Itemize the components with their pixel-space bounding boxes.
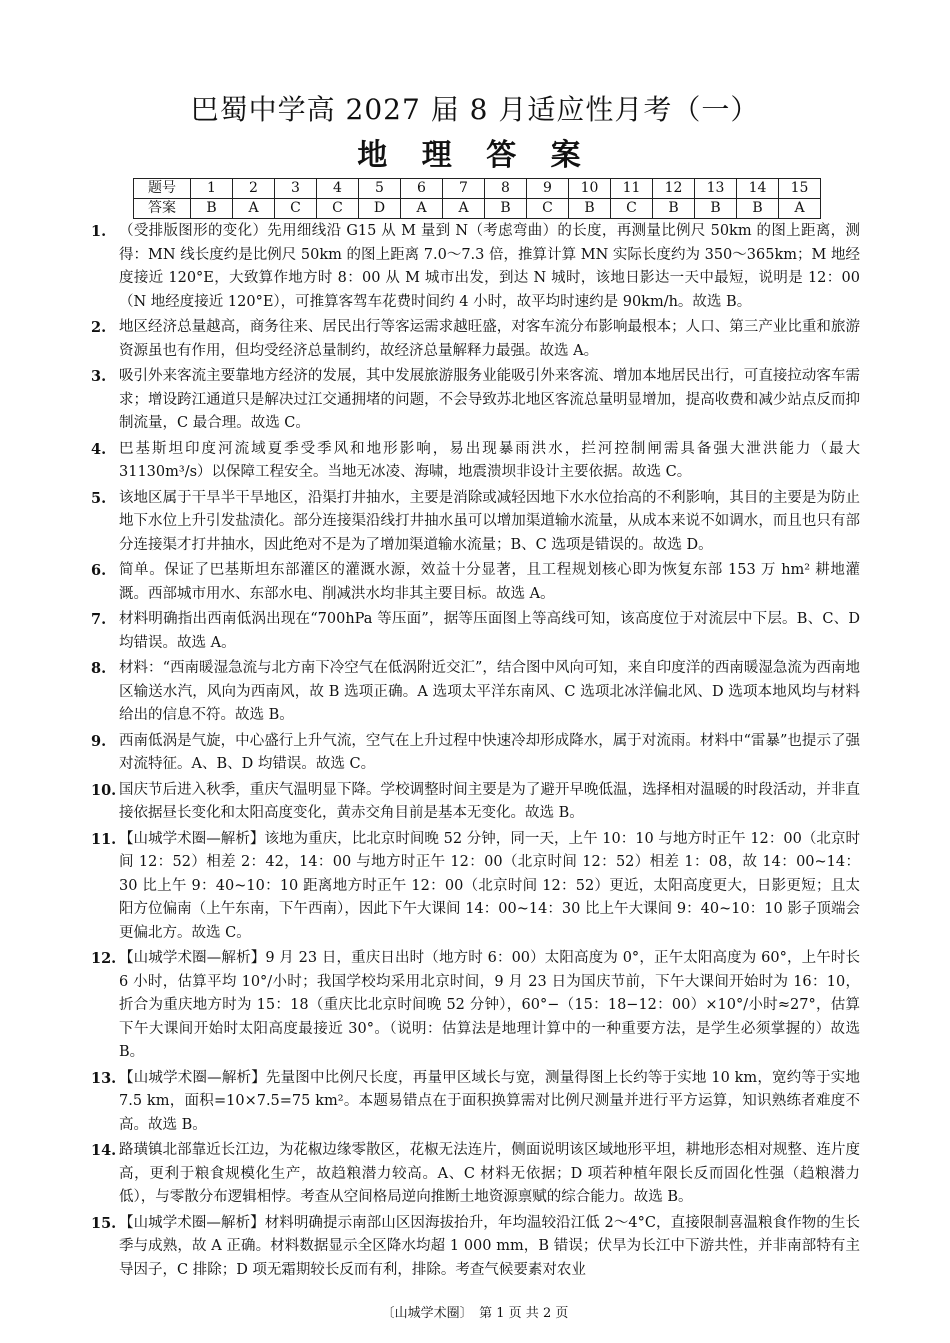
page-footer: 〔山城学术圈〕 第 1 页 共 2 页 xyxy=(381,1306,569,1321)
answer-cell: C xyxy=(317,199,359,219)
explanation-item xyxy=(91,947,860,1065)
item-text: （受排版图形的变化）先用细线沿 G15 从 M 量到 N（考虑弯曲）的长度，再测量比例尺 50km 的图上距离，测得：MN 线长度约是比例尺 50km 的图上距离 7.0～7.3 倍，推算计算 MN 实际长度约为 350～365km；M 地经度接近 120°E，大致算作地方时 8：00 从 M 城市出发，到达 N 城时，该地日影达一天中最短，说明是 12：00（N 地经度接近 120°E），可推算客驾车花费时间约 4 小时，故平均时速约是 90km/h。故选 B。 xyxy=(119,223,860,310)
item-text: 材料明确指出西南低涡出现在“700hPa 等压面”，据等压面图上等高线可知，该高度位于对流层中下层。B、C、D 均错误。故选 A。 xyxy=(119,611,860,651)
answer-row xyxy=(134,199,821,219)
item-number: 5. xyxy=(91,489,107,507)
answer-cell: B xyxy=(569,199,611,219)
item-text: 材料：“西南暖湿急流与北方南下冷空气在低涡附近交汇”，结合图中风向可知，来自印度洋的西南暖湿急流为西南地区输送水汽，风向为西南风，故 B 选项正确。A 选项太平洋东南风、C 选项北冰洋偏北风、D 选项本地风均与材料给出的信息不符。故选 B。 xyxy=(119,660,860,723)
question-number-cell: 10 xyxy=(569,179,611,199)
explanation-item xyxy=(91,730,860,777)
item-number: 14. xyxy=(91,1142,117,1159)
item-text: 地区经济总量越高，商务往来、居民出行等客运需求越旺盛，对客车流分布影响最根本；人口、第三产业比重和旅游资源虽也有作用，但均受经济总量制约，故经济总量解释力最强。故选 A。 xyxy=(119,319,860,359)
answer-cell: B xyxy=(737,199,779,219)
explanation-item xyxy=(91,828,860,946)
item-text: 吸引外来客流主要靠地方经济的发展，其中发展旅游服务业能吸引外来客流、增加本地居民出行，可直接拉动客车需求；增设跨江通道只是解决过江交通拥堵的问题，不会导致苏北地区客流总量明显增加，提高收费和减少站点反而抑制流量，C 最合理。故选 C。 xyxy=(119,368,860,431)
item-number: 9. xyxy=(91,732,107,750)
question-number-cell: 3 xyxy=(275,179,317,199)
answer-cell: D xyxy=(359,199,401,219)
answer-cell: A xyxy=(443,199,485,219)
answer-cell: C xyxy=(527,199,569,219)
row-label-answer: 答案 xyxy=(134,199,191,219)
explanation-item xyxy=(91,657,860,728)
answer-table xyxy=(133,178,821,219)
answer-cell: C xyxy=(275,199,317,219)
question-number-cell: 2 xyxy=(233,179,275,199)
item-number: 3. xyxy=(91,368,107,385)
item-text: 西南低涡是气旋，中心盛行上升气流，空气在上升过程中快速冷却形成降水，属于对流雨。材料中“雷暴”也提示了强对流特征。A、B、D 均错误。故选 C。 xyxy=(119,732,860,772)
explanation-list xyxy=(91,220,860,1284)
item-text: 【山城学术圈—解析】9 月 23 日，重庆日出时（地方时 6：00）太阳高度为 0°，正午太阳高度为 60°，上午时长 6 小时，估算平均 10°/小时；我国学校均采用北京时间，9 月 23 日为国庆节前，下午大课间开始时为 16：10，折合为重庆地方时为 15：18（重庆比北京时间晚 52 分钟），60°−（15：18−12：00）×10°/小时≈27°，估算下午大课间开始时太阳高度最接近 30°。（说明：估算法是地理计算中的一种重要方法，是学生必须掌握的）故选 B。 xyxy=(119,950,860,1060)
answer-cell: B xyxy=(485,199,527,219)
item-number: 10. xyxy=(91,781,117,799)
item-number: 1. xyxy=(91,223,107,240)
question-number-cell: 13 xyxy=(695,179,737,199)
item-text: 【山城学术圈—解析】先量图中比例尺长度，再量甲区域长与宽，测量得图上长约等于实地 10 km，宽约等于实地 7.5 km，面积=10×7.5=75 km²。本题易错点在于面积换算需对比例尺测量并进行平方运算，知识熟练者难度不高。故选 B。 xyxy=(119,1069,860,1133)
question-number-cell: 6 xyxy=(401,179,443,199)
item-number: 7. xyxy=(91,611,107,628)
answer-cell: C xyxy=(611,199,653,219)
answer-cell: B xyxy=(191,199,233,219)
question-number-cell: 5 xyxy=(359,179,401,199)
item-text: 该地区属于干旱半干旱地区，沿渠打井抽水，主要是消除或减轻因地下水水位抬高的不利影响，其目的主要是为防止地下水位上升引发盐渍化。部分连接渠沿线打井抽水虽可以增加渠道输水流量，从成本来说不如调水，而且也只有部分连接渠才打井抽水，因此绝对不是为了增加渠道输水流量；B、C 选项是错误的。故选 D。 xyxy=(119,489,860,553)
item-number: 12. xyxy=(91,950,117,967)
answer-cell: A xyxy=(779,199,821,219)
item-text: 路璜镇北部靠近长江边，为花椒边缘零散区，花椒无法连片，侧面说明该区域地形平坦，耕地形态相对规整、连片度高，更利于粮食规模化生产，故趋粮潜力较高。A、C 材料无依据；D 项若种植年限长反而固化性强（趋粮潜力低），与零散分布逻辑相悖。考查从空间格局逆向推断土地资源禀赋的综合能力。故选 B。 xyxy=(119,1142,860,1205)
question-number-row xyxy=(134,179,821,199)
explanation-item xyxy=(91,779,860,826)
page-title: 巴蜀中学高 2027 届 8 月适应性月考（一） xyxy=(190,93,760,126)
item-number: 13. xyxy=(91,1069,117,1087)
explanation-item xyxy=(91,487,860,558)
explanation-item xyxy=(91,608,860,655)
question-number-cell: 4 xyxy=(317,179,359,199)
explanation-item xyxy=(91,316,860,363)
row-label-question: 题号 xyxy=(134,179,191,199)
explanation-item xyxy=(91,1139,860,1210)
question-number-cell: 8 xyxy=(485,179,527,199)
item-number: 4. xyxy=(91,440,107,458)
question-number-cell: 11 xyxy=(611,179,653,199)
item-text: 巴基斯坦印度河流域夏季受季风和地形影响，易出现暴雨洪水，拦河控制闸需具备强大泄洪能力（最大 31130m³/s）以保障工程安全。当地无冰凌、海啸，地震溃坝非设计主要依据。故选 C。 xyxy=(119,440,860,480)
item-text: 【山城学术圈—解析】该地为重庆，比北京时间晚 52 分钟，同一天，上午 10：10 与地方时正午 12：00（北京时间 12：52）相差 2：42，14：00 与地方时正午 12：00（北京时间 12：52）相差 1：08，故 14：00~14：30 比上午 9：40~10：10 距离地方时正午 12：00（北京时间 12：52）更近，太阳高度更大，日影更短；且太阳方位偏南（上午东南，下午西南），因此下午大课间 14：00~14：30 比上午大课间 9：40~10：10 影子顶端会更偏北方。故选 C。 xyxy=(119,830,860,941)
item-number: 15. xyxy=(91,1214,117,1232)
explanation-item xyxy=(91,1067,860,1138)
item-number: 2. xyxy=(91,319,107,336)
answer-cell: B xyxy=(653,199,695,219)
explanation-item xyxy=(91,1212,860,1283)
answer-cell: B xyxy=(695,199,737,219)
answer-cell: A xyxy=(233,199,275,219)
question-number-cell: 1 xyxy=(191,179,233,199)
explanation-item xyxy=(91,438,860,485)
question-number-cell: 15 xyxy=(779,179,821,199)
question-number-cell: 12 xyxy=(653,179,695,199)
question-number-cell: 14 xyxy=(737,179,779,199)
item-number: 6. xyxy=(91,562,107,579)
page-subtitle: 地 理 答 案 xyxy=(357,138,593,173)
question-number-cell: 7 xyxy=(443,179,485,199)
explanation-item xyxy=(91,559,860,606)
explanation-item xyxy=(91,365,860,436)
explanation-item xyxy=(91,220,860,314)
item-text: 简单。保证了巴基斯坦东部灌区的灌溉水源，效益十分显著，且工程规划核心即为恢复东部 153 万 hm² 耕地灌溉。西部城市用水、东部水电、削减洪水均非其主要目标。故选 A。 xyxy=(119,562,860,602)
item-text: 【山城学术圈—解析】材料明确提示南部山区因海拔抬升，年均温较沿江低 2～4°C，直接限制喜温粮食作物的生长季与成熟，故 A 正确。材料数据显示全区降水均超 1 000 mm，B 错误；伏旱为长江中下游共性，并非南部特有主导因子，C 排除；D 项无霜期较长反而有利，排除。考查气候要素对农业 xyxy=(119,1214,860,1278)
answer-cell: A xyxy=(401,199,443,219)
question-number-cell: 9 xyxy=(527,179,569,199)
item-number: 8. xyxy=(91,660,107,677)
item-number: 11. xyxy=(91,830,117,848)
item-text: 国庆节后进入秋季，重庆气温明显下降。学校调整时间主要是为了避开早晚低温，选择相对温暖的时段活动，并非直接依据昼长变化和太阳高度变化，黄赤交角目前是基本无变化。故选 B。 xyxy=(119,781,860,821)
